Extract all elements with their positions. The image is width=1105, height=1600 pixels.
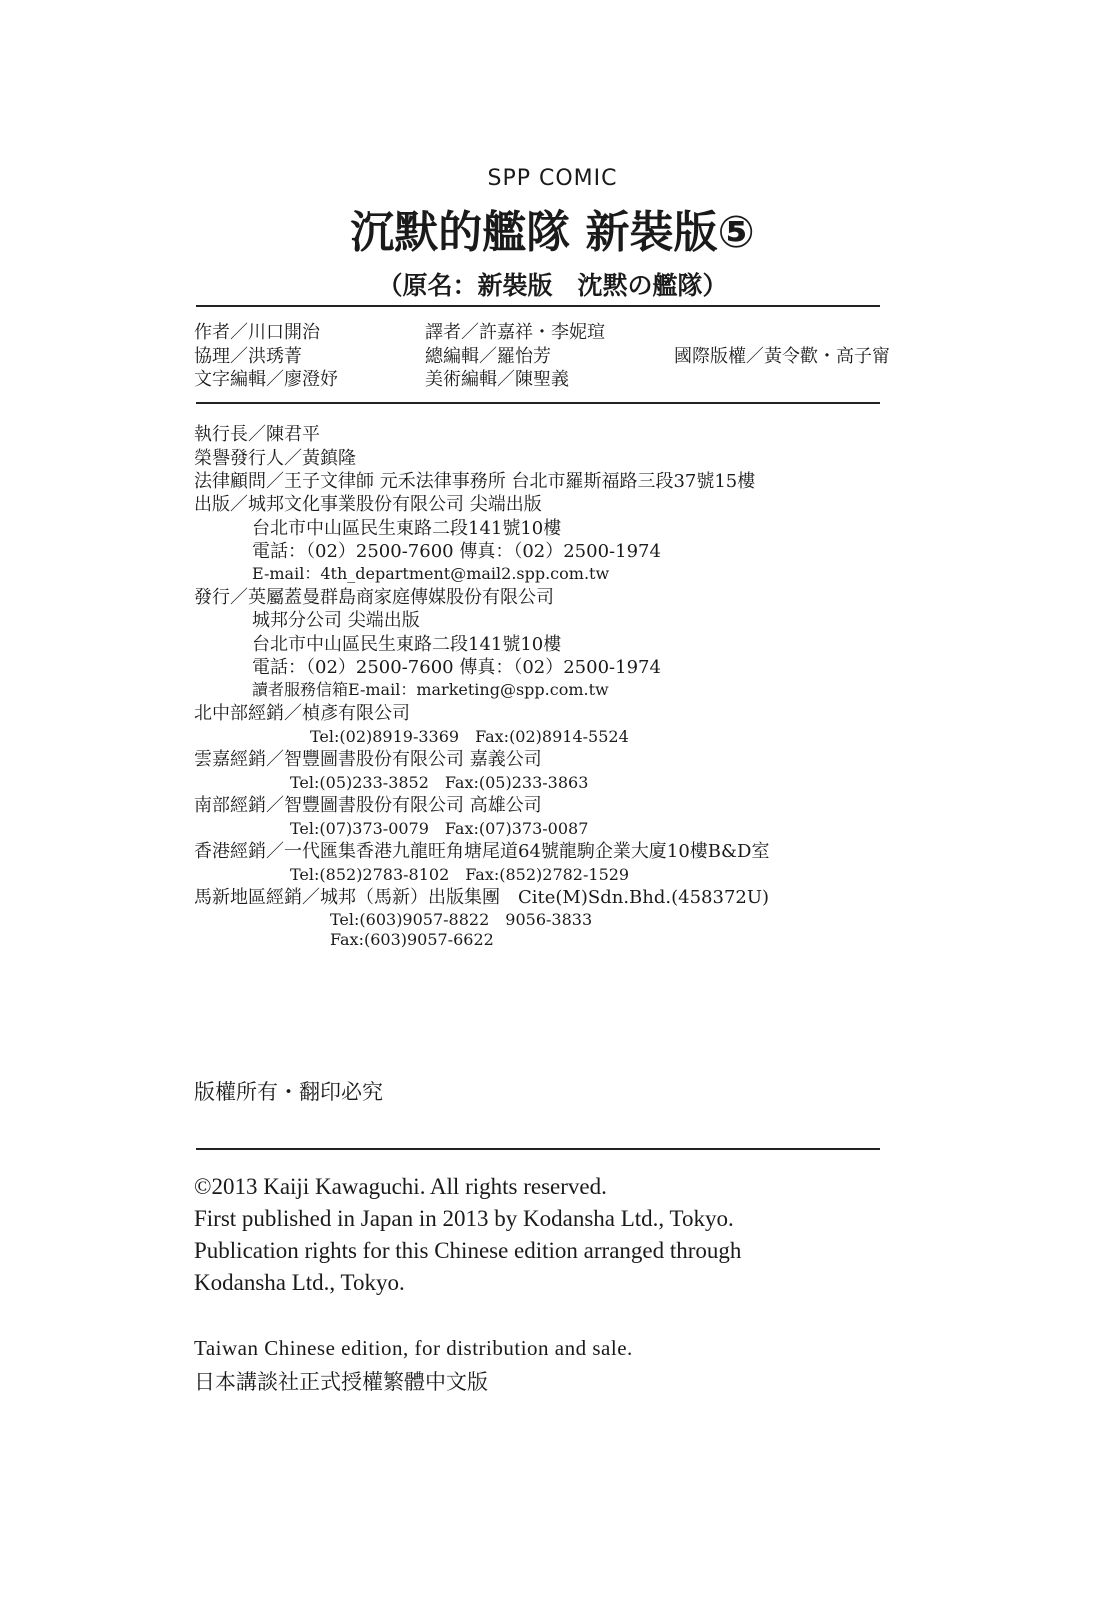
malaysia-distributor: 馬新地區經銷／城邦（馬新）出版集團 Cite(M)Sdn.Bhd.(458372U)	[194, 887, 770, 908]
hongkong-distributor-tel: Tel:(852)2783-8102 Fax:(852)2782-1529	[290, 865, 630, 884]
chiayi-distributor: 雲嘉經銷／智豐圖書股份有限公司 嘉義公司	[194, 749, 542, 770]
north-distributor: 北中部經銷／楨彥有限公司	[194, 703, 410, 724]
malaysia-distributor-tel: Tel:(603)9057-8822 9056-3833	[330, 910, 593, 929]
authorization-note: 日本講談社正式授權繁體中文版	[194, 1370, 488, 1394]
ceo: 執行長／陳君平	[194, 424, 320, 445]
staff-art-editor: 美術編輯／陳聖義	[425, 369, 569, 390]
chiayi-distributor-tel: Tel:(05)233-3852 Fax:(05)233-3863	[290, 773, 589, 792]
staff-text-editor: 文字編輯／廖澄妤	[194, 369, 338, 390]
rights-reserved: 版權所有・翻印必究	[194, 1080, 383, 1104]
distribution-note: Taiwan Chinese edition, for distribution and sale.	[194, 1336, 633, 1360]
publisher-email: E-mail：4th_department@mail2.spp.com.tw	[252, 564, 610, 583]
malaysia-distributor-fax: Fax:(603)9057-6622	[330, 930, 494, 949]
divider-middle	[196, 402, 880, 404]
staff-assistant: 協理／洪琇菁	[194, 346, 302, 367]
distributor-email: 讀者服務信箱E-mail：marketing@spp.com.tw	[252, 680, 609, 699]
divider-bottom	[196, 1148, 880, 1150]
publisher-phone: 電話：（02）2500-7600 傳真：（02）2500-1974	[252, 541, 661, 562]
south-distributor: 南部經銷／智豐圖書股份有限公司 高雄公司	[194, 795, 542, 816]
series-label: SPP COMIC	[487, 166, 618, 191]
south-distributor-tel: Tel:(07)373-0079 Fax:(07)373-0087	[290, 819, 589, 838]
divider-top	[196, 305, 880, 307]
distributor-name: 發行／英屬蓋曼群島商家庭傳媒股份有限公司	[194, 587, 554, 608]
legal-counsel: 法律顧問／王子文律師 元禾法律事務所 台北市羅斯福路三段37號15樓	[194, 471, 756, 492]
publisher-address: 台北市中山區民生東路二段141號10樓	[252, 518, 562, 539]
copyright-line-4: Kodansha Ltd., Tokyo.	[194, 1270, 405, 1295]
distributor-phone: 電話：（02）2500-7600 傳真：（02）2500-1974	[252, 657, 661, 678]
north-distributor-tel: Tel:(02)8919-3369 Fax:(02)8914-5524	[310, 727, 629, 746]
book-title: 沉默的艦隊 新裝版⑤	[350, 207, 755, 258]
staff-international-rights: 國際版權／黃令歡・高子甯	[674, 346, 890, 367]
staff-translator: 譯者／許嘉祥・李妮瑄	[425, 322, 605, 343]
distributor-address: 台北市中山區民生東路二段141號10樓	[252, 634, 562, 655]
distributor-branch: 城邦分公司 尖端出版	[252, 610, 420, 631]
copyright-line-3: Publication rights for this Chinese edition arranged through	[194, 1238, 742, 1263]
honorary-publisher: 榮譽發行人／黃鎮隆	[194, 448, 356, 469]
staff-chief-editor: 總編輯／羅怡芳	[425, 346, 551, 367]
staff-author: 作者／川口開治	[194, 322, 320, 343]
original-title: （原名：新裝版 沈黙の艦隊）	[377, 271, 728, 300]
copyright-line-1: ©2013 Kaiji Kawaguchi. All rights reserved.	[194, 1174, 607, 1199]
publisher-name: 出版／城邦文化事業股份有限公司 尖端出版	[194, 494, 542, 515]
hongkong-distributor: 香港經銷／一代匯集香港九龍旺角塘尾道64號龍駒企業大廈10樓B&D室	[194, 841, 770, 862]
copyright-line-2: First published in Japan in 2013 by Kodansha Ltd., Tokyo.	[194, 1206, 734, 1231]
